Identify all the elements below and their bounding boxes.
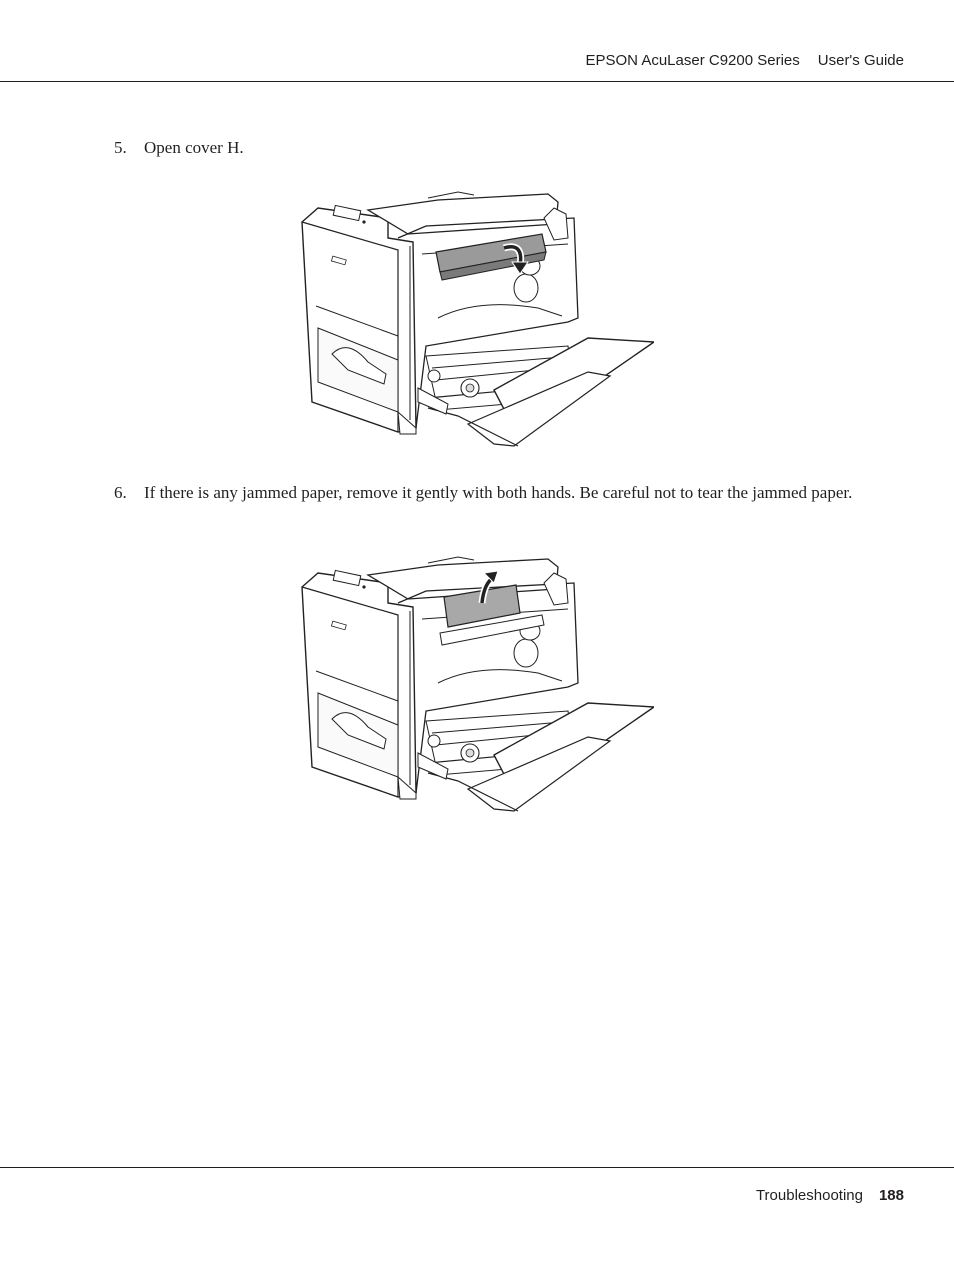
step-text: Open cover H. [144,138,244,157]
header-title [585,52,904,69]
footer-section: Troubleshooting [755,1187,863,1204]
header-guide: User's Guide [817,52,904,69]
page-header [0,0,954,82]
printer-remove-jammed-paper-illustration [298,547,654,815]
step-text: If there is any jammed paper, remove it gently with both hands. Be careful not to tear the jammed paper. [144,483,853,502]
step-number: 6. [114,483,127,502]
step-number: 5. [114,138,127,157]
page-number: 188 [878,1187,904,1204]
header-product: EPSON AcuLaser C9200 Series [585,52,800,69]
footer-rule [0,1167,954,1168]
page-footer [756,1187,904,1204]
printer-cover-h-open-illustration [298,182,654,450]
